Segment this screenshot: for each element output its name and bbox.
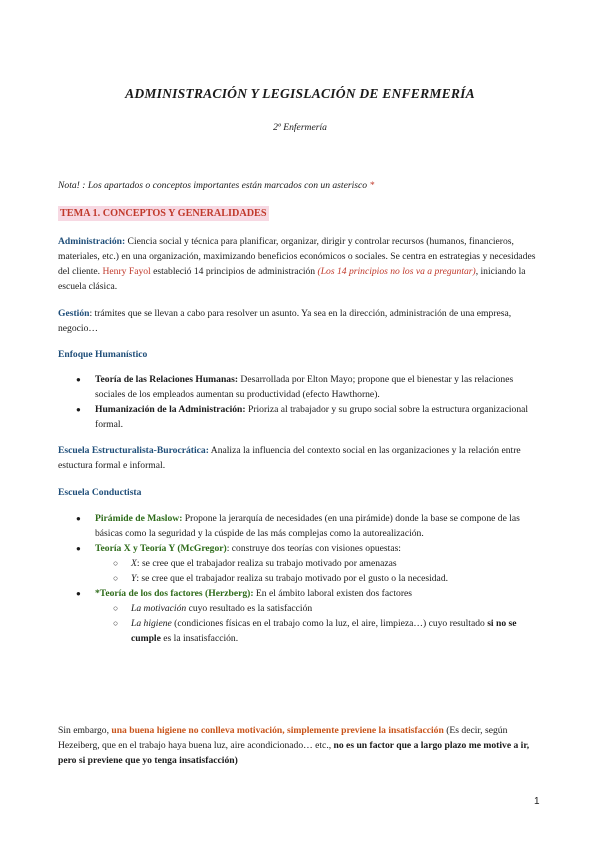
- mcgregor-term: Teoría X y Teoría Y (McGregor): [95, 543, 227, 554]
- list-item: [58, 541, 544, 586]
- relaciones-humanas-term: Teoría de las Relaciones Humanas:: [95, 374, 239, 385]
- conductista-heading: Escuela Conductista: [58, 487, 142, 498]
- herzberg-sublist: [95, 601, 544, 646]
- herzberg-term: *Teoría de los dos factores (Herzberg):: [95, 588, 254, 599]
- teoria-x-term: X: [131, 558, 137, 569]
- motivacion-term: La motivación: [131, 603, 187, 614]
- higiene-text: (condiciones físicas en el trabajo como la luz, el aire, limpieza…) cuyo resultado: [171, 618, 488, 629]
- humanistico-heading: Enfoque Humanístico: [58, 349, 148, 360]
- list-item: [95, 601, 544, 616]
- page-number: 1: [534, 796, 540, 807]
- maslow-text: Propone la jerarquía de necesidades (en una pirámide) donde la base se compone de las básicas como la seguridad y la cúspide de las más complejas como la autorealización.: [95, 513, 520, 539]
- note-text: Nota! : Los apartados o conceptos importantes están marcados con un asterisco: [58, 180, 368, 191]
- note-asterisk: *: [369, 180, 375, 191]
- administracion-parenthetical: (Los 14 principios no los va a preguntar): [317, 266, 476, 277]
- document-title: ADMINISTRACIÓN Y LEGISLACIÓN DE ENFERMERÍA: [125, 86, 475, 101]
- estructuralista-paragraph: [58, 443, 544, 473]
- list-item: [95, 571, 544, 586]
- humanizacion-text: Prioriza al trabajador y su grupo social sobre la estructura organizacional formal.: [95, 404, 529, 430]
- list-item: [58, 402, 544, 432]
- teoria-y-text: : se cree que el trabajador realiza su trabajo motivado por el gusto o la necesidad.: [136, 573, 449, 584]
- teoria-x-text: : se cree que el trabajador realiza su trabajo motivado por amenazas: [136, 558, 397, 569]
- henry-fayol: Henry Fayol: [102, 266, 151, 277]
- humanizacion-term: Humanización de la Administración:: [95, 404, 246, 415]
- administracion-term: Administración:: [58, 236, 126, 247]
- closing-paragraph: [58, 723, 544, 768]
- estructuralista-text: Analiza la influencia del contexto social en las organizaciones y la relación entre estuctura formal e informal.: [58, 445, 521, 471]
- closing-start: Sin embargo,: [58, 725, 112, 736]
- list-item: [58, 372, 544, 402]
- maslow-term: Pirámide de Maslow:: [95, 513, 183, 524]
- teoria-y-term: Y: [131, 573, 137, 584]
- higiene-term: La higiene: [131, 618, 172, 629]
- gestion-text: : trámites que se llevan a cabo para resolver un asunto. Ya sea en la dirección, administración de una empresa, negocio…: [58, 308, 512, 334]
- closing-highlight: una buena higiene no conlleva motivación, simplemente previene la insatisfacción: [111, 725, 444, 736]
- note-paragraph: [58, 178, 544, 193]
- relaciones-humanas-text: Desarrollada por Elton Mayo; propone que el bienestar y las relaciones sociales de los empleados aumentan su productividad (efecto Hawthorne).: [95, 374, 514, 400]
- gestion-paragraph: [58, 306, 544, 336]
- list-item: [58, 511, 544, 541]
- higiene-end: es la insatisfacción.: [160, 633, 239, 644]
- estructuralista-term: Escuela Estructuralista-Burocrática:: [58, 445, 209, 456]
- document-subtitle: 2º Enfermería: [273, 122, 327, 133]
- administracion-text-1: Ciencia social y técnica para planificar, organizar, dirigir y controlar recursos (humanos, financieros, materiales, etc.) en una organización, maximizando beneficios económicos o sociales. Se centra en estrategias y necesidades del cliente.: [58, 236, 536, 277]
- herzberg-text: En el ámbito laboral existen dos factores: [253, 588, 413, 599]
- higiene-bold: si no se cumple: [131, 618, 517, 644]
- administracion-text-3: , iniciando la escuela clásica.: [58, 266, 526, 292]
- administracion-text-2: estableció 14 principios de administración: [150, 266, 318, 277]
- conductista-list: [58, 511, 544, 646]
- list-item: [95, 556, 544, 571]
- list-item: [58, 586, 544, 646]
- closing-bold: no es un factor que a largo plazo me motive a ir, pero si previene que yo tenga insatisfacción): [58, 740, 530, 766]
- humanistico-list: [58, 372, 544, 432]
- mcgregor-text: : construye dos teorías con visiones opuestas:: [226, 543, 401, 554]
- gestion-term: Gestión: [58, 308, 90, 319]
- closing-middle: (Es decir, según Hezeiberg, que en el trabajo haya buena luz, aire acondicionado… etc.,: [58, 725, 508, 751]
- mcgregor-sublist: [95, 556, 544, 586]
- section-heading-wrap: [58, 206, 544, 221]
- list-item: [95, 616, 544, 646]
- administracion-paragraph: [58, 234, 544, 294]
- section-heading: TEMA 1. CONCEPTOS Y GENERALIDADES: [60, 208, 267, 219]
- motivacion-text: cuyo resultado es la satisfacción: [186, 603, 313, 614]
